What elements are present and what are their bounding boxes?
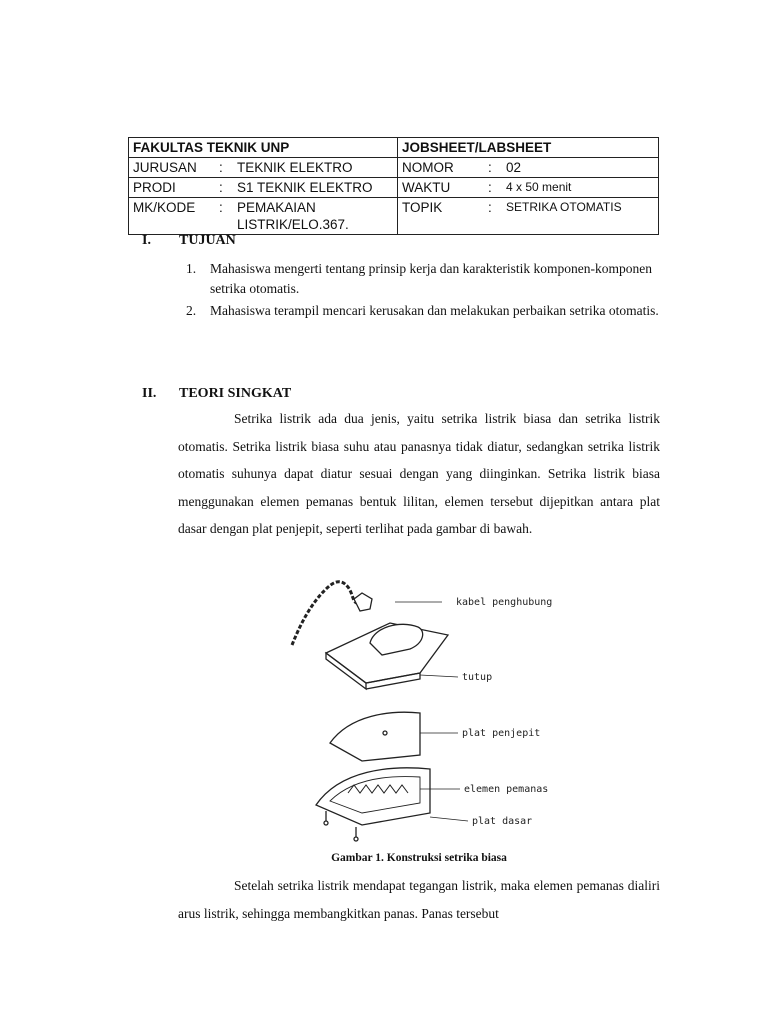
faculty-name: FAKULTAS TEKNIK UNP <box>129 138 398 158</box>
theory-paragraph: Setrika listrik ada dua jenis, yaitu setrika listrik biasa dan setrika listrik otomatis. Setrika listrik biasa suhu atau panasnya tidak diatur, sedangkan setrika listrik otomatis suhunya dapat diatur sesuai dengan yang diinginkan. Setrika listrik biasa menggunakan elemen pemanas bentuk lilitan, elemen tersebut dijepitkan antara plat dasar dengan plat penjepit, seperti terlihat pada gambar di bawah. <box>178 411 660 536</box>
cable-drawing <box>292 582 360 645</box>
doc-type: JOBSHEET/LABSHEET <box>398 138 659 158</box>
header-row <box>129 198 659 235</box>
topik-value: SETRIKA OTOMATIS <box>506 200 622 214</box>
mk-kode-field: MK/KODE : PEMAKAIAN LISTRIK/ELO.367. <box>133 199 393 233</box>
header-table <box>128 137 659 235</box>
figure-caption: Gambar 1. Konstruksi setrika biasa <box>331 852 507 864</box>
label-heating-element: elemen pemanas <box>464 784 549 795</box>
jurusan-field: JURUSAN : TEKNIK ELEKTRO <box>133 159 393 176</box>
header-row <box>129 158 659 178</box>
header-row <box>129 178 659 198</box>
nomor-value: 02 <box>506 160 522 175</box>
label-cover: tutup <box>462 672 493 683</box>
theory-paragraph-continued: Setelah setrika listrik mendapat tegangan listrik, maka elemen pemanas dialiri arus listrik, sehingga membangkitkan panas. Panas tersebut <box>178 878 660 921</box>
iron-construction-figure <box>270 565 590 850</box>
section-heading-teori: II. TEORI SINGKAT <box>142 386 292 401</box>
list-item: 1. Mahasiswa mengerti tentang prinsip kerja dan karakteristik komponen-komponen setrika otomatis. <box>186 261 653 296</box>
topik-field: TOPIK : SETRIKA OTOMATIS <box>402 199 654 216</box>
clamp-plate-drawing <box>330 712 420 761</box>
list-item: 2. Mahasiswa terampil mencari kerusakan dan melakukan perbaikan setrika otomatis. <box>186 303 659 318</box>
prodi-value: S1 TEKNIK ELEKTRO <box>237 180 373 195</box>
header-title-row <box>129 138 659 158</box>
waktu-field: WAKTU : 4 x 50 menit <box>402 179 654 196</box>
tujuan-list <box>186 259 666 323</box>
label-cable: kabel penghubung <box>456 597 553 608</box>
iron-diagram <box>270 565 590 850</box>
plug-drawing <box>354 593 372 611</box>
waktu-value: 4 x 50 menit <box>506 180 572 194</box>
nomor-field: NOMOR : 02 <box>402 159 654 176</box>
label-clamp-plate: plat penjepit <box>462 728 541 739</box>
section-heading-tujuan: I. TUJUAN <box>142 233 236 248</box>
mk-kode-value: PEMAKAIAN LISTRIK/ELO.367. <box>237 200 349 232</box>
prodi-field: PRODI : S1 TEKNIK ELEKTRO <box>133 179 393 196</box>
jurusan-value: TEKNIK ELEKTRO <box>237 160 353 175</box>
label-base-plate: plat dasar <box>472 816 533 827</box>
